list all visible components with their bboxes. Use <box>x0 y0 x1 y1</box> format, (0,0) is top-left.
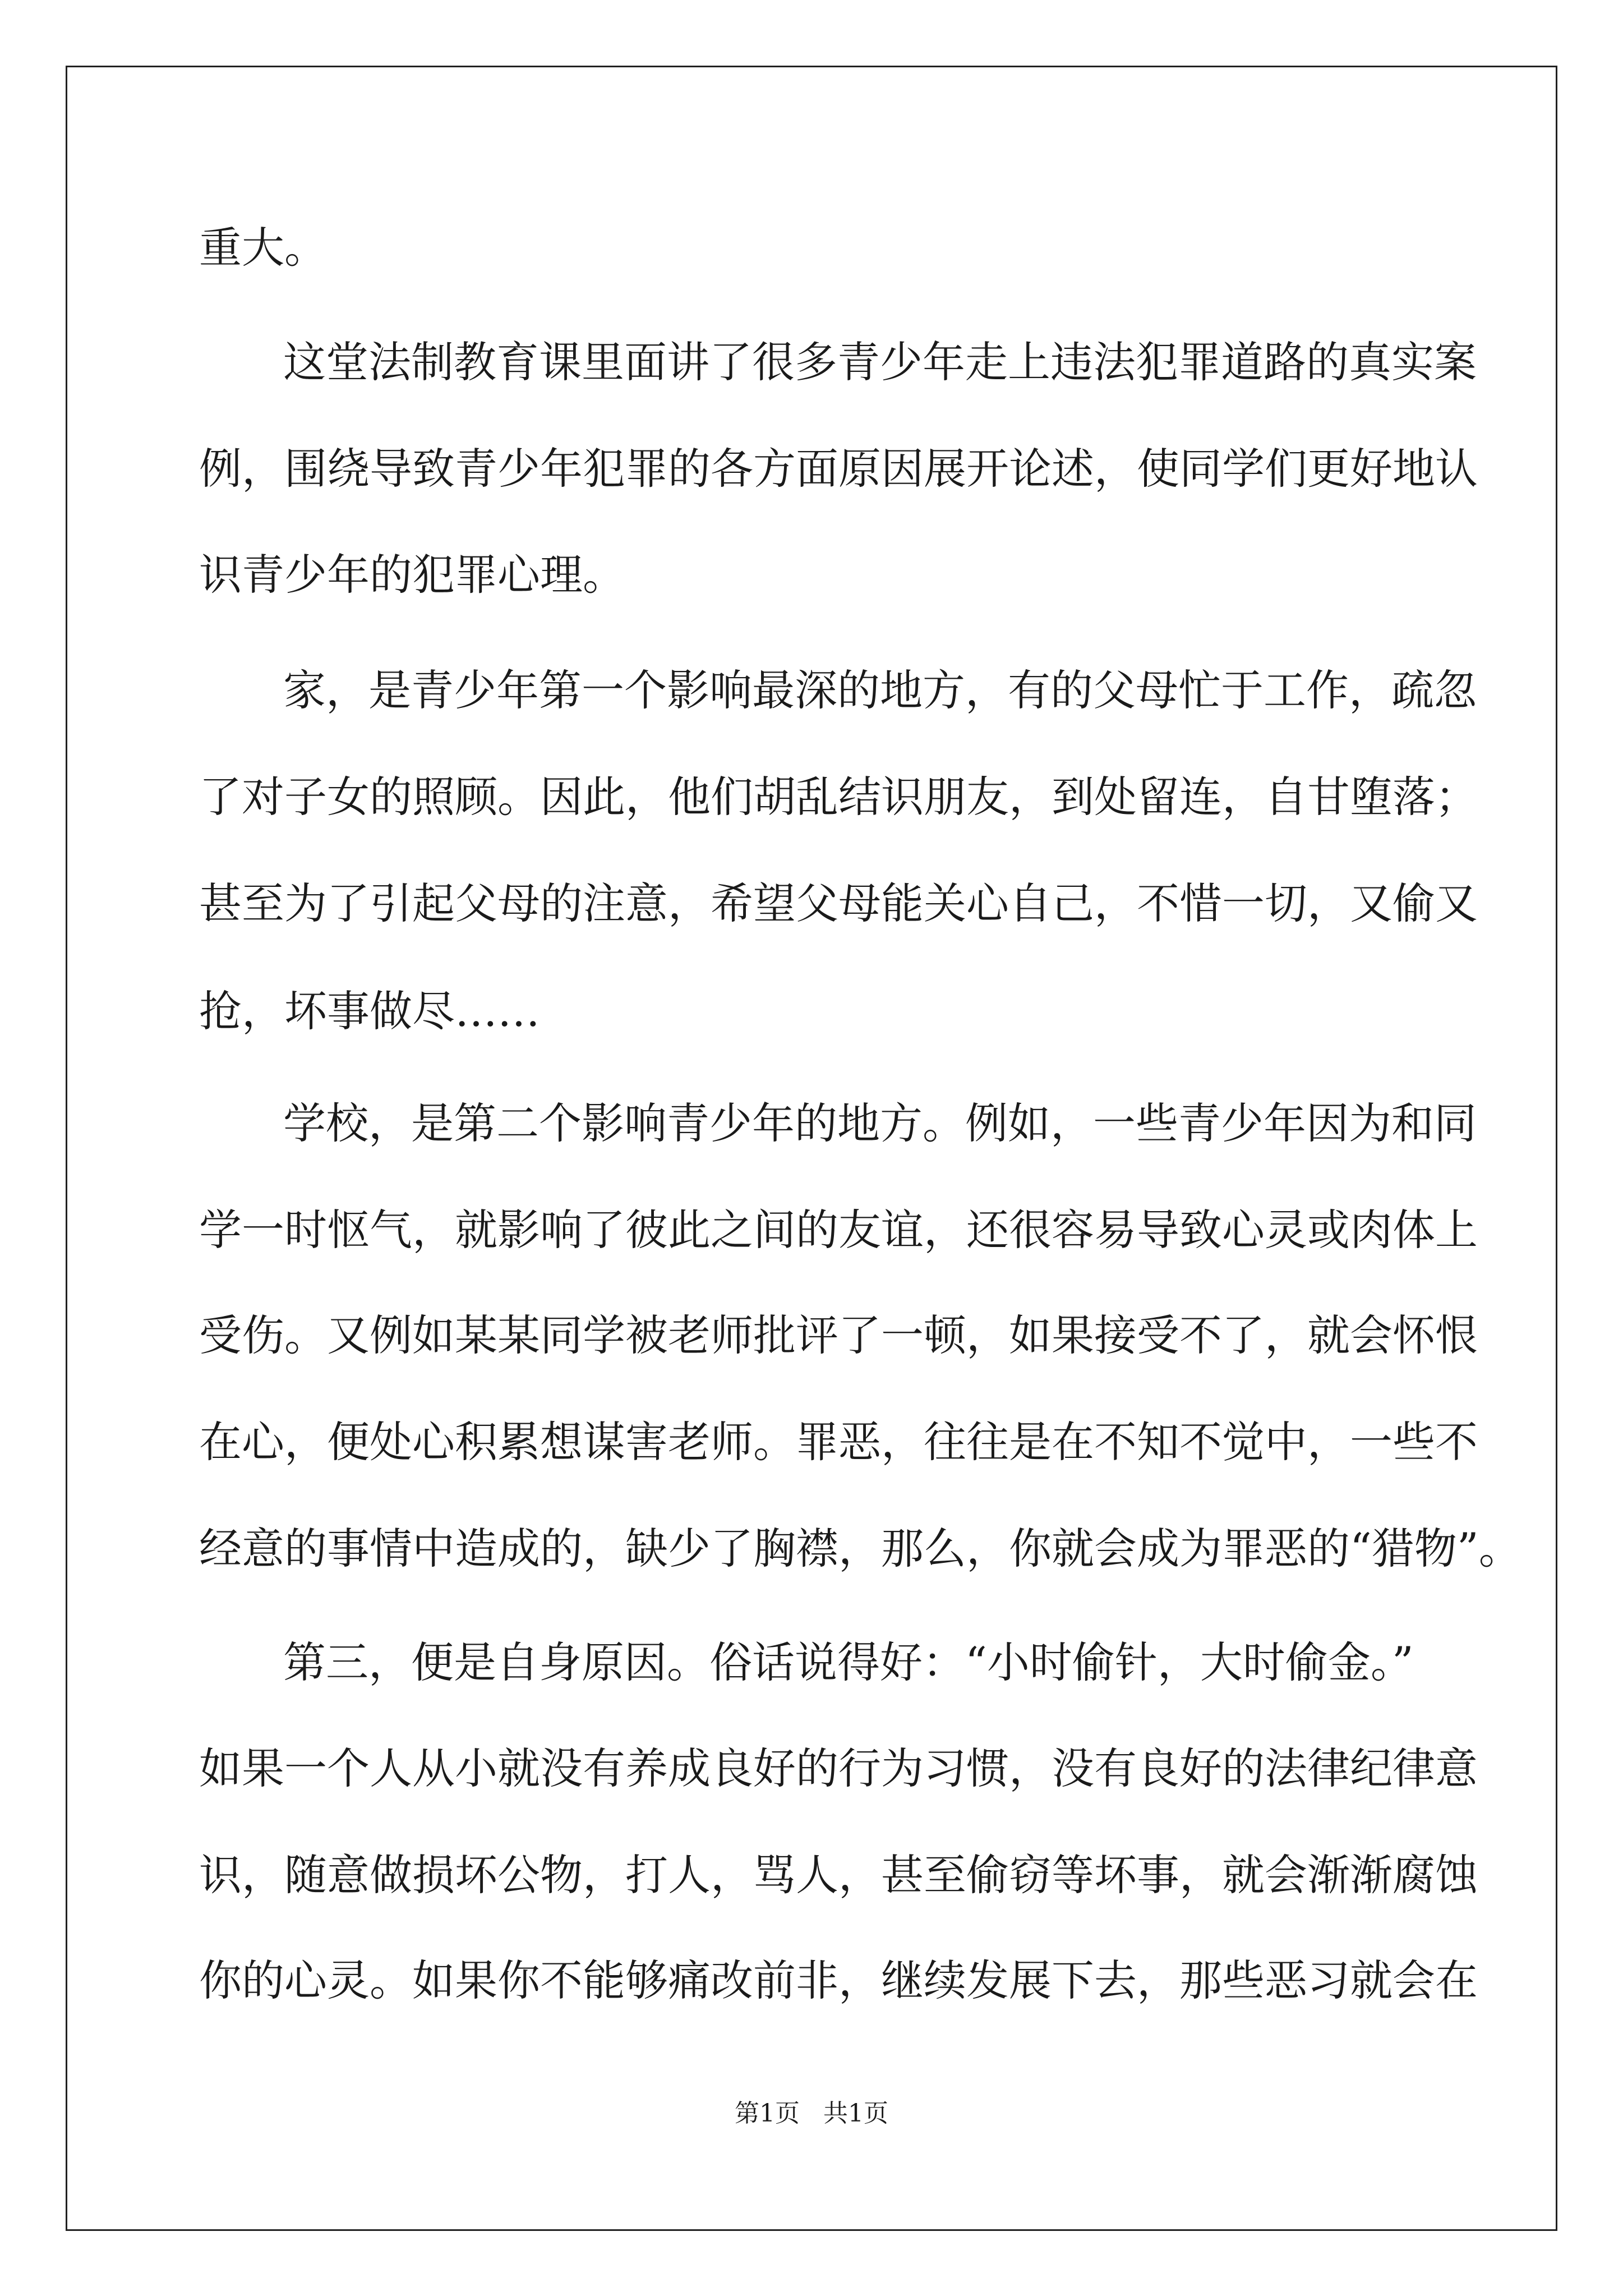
paragraph-first-line: 家，是青少年第一个影响最深的地方，有的父母忙于工作，疏忽 <box>283 665 1477 715</box>
text-line: 了对子女的照顾。因此，他们胡乱结识朋友，到处留连，自甘堕落； <box>199 772 1478 822</box>
text-line: 在心，便处心积累想谋害老师。罪恶，往往是在不知不觉中，一些不 <box>199 1417 1478 1467</box>
text-line: 你的心灵。如果你不能够痛改前非，继续发展下去，那些恶习就会在 <box>199 1955 1478 2005</box>
text-line: 经意的事情中造成的，缺少了胸襟，那么，你就会成为罪恶的“猎物”。 <box>199 1524 1521 1573</box>
paragraph-first-line: 第三，便是自身原因。俗话说得好：“小时偷针，大时偷金。” <box>283 1637 1414 1687</box>
page-number-footer: 第1页 共1页 <box>735 2099 888 2128</box>
text-line: 识，随意做损坏公物，打人，骂人，甚至偷窃等坏事，就会渐渐腐蚀 <box>199 1850 1478 1900</box>
text-line: 抢，坏事做尽…… <box>199 986 540 1036</box>
paragraph-first-line: 学校，是第二个影响青少年的地方。例如，一些青少年因为和同 <box>283 1098 1477 1148</box>
text-line: 例，围绕导致青少年犯罪的各方面原因展开论述，使同学们更好地认 <box>199 444 1478 494</box>
text-line: 学一时怄气，就影响了彼此之间的友谊，还很容易导致心灵或肉体上 <box>199 1205 1478 1255</box>
paragraph-first-line: 这堂法制教育课里面讲了很多青少年走上违法犯罪道路的真实案 <box>283 337 1477 387</box>
text-line: 受伤。又例如某某同学被老师批评了一顿，如果接受不了，就会怀恨 <box>199 1310 1478 1360</box>
text-line: 如果一个人从小就没有养成良好的行为习惯，没有良好的法律纪律意 <box>199 1743 1478 1793</box>
text-line: 重大。 <box>199 223 327 273</box>
text-line: 识青少年的犯罪心理。 <box>199 550 625 600</box>
text-line: 甚至为了引起父母的注意，希望父母能关心自己，不惜一切，又偷又 <box>199 878 1478 928</box>
